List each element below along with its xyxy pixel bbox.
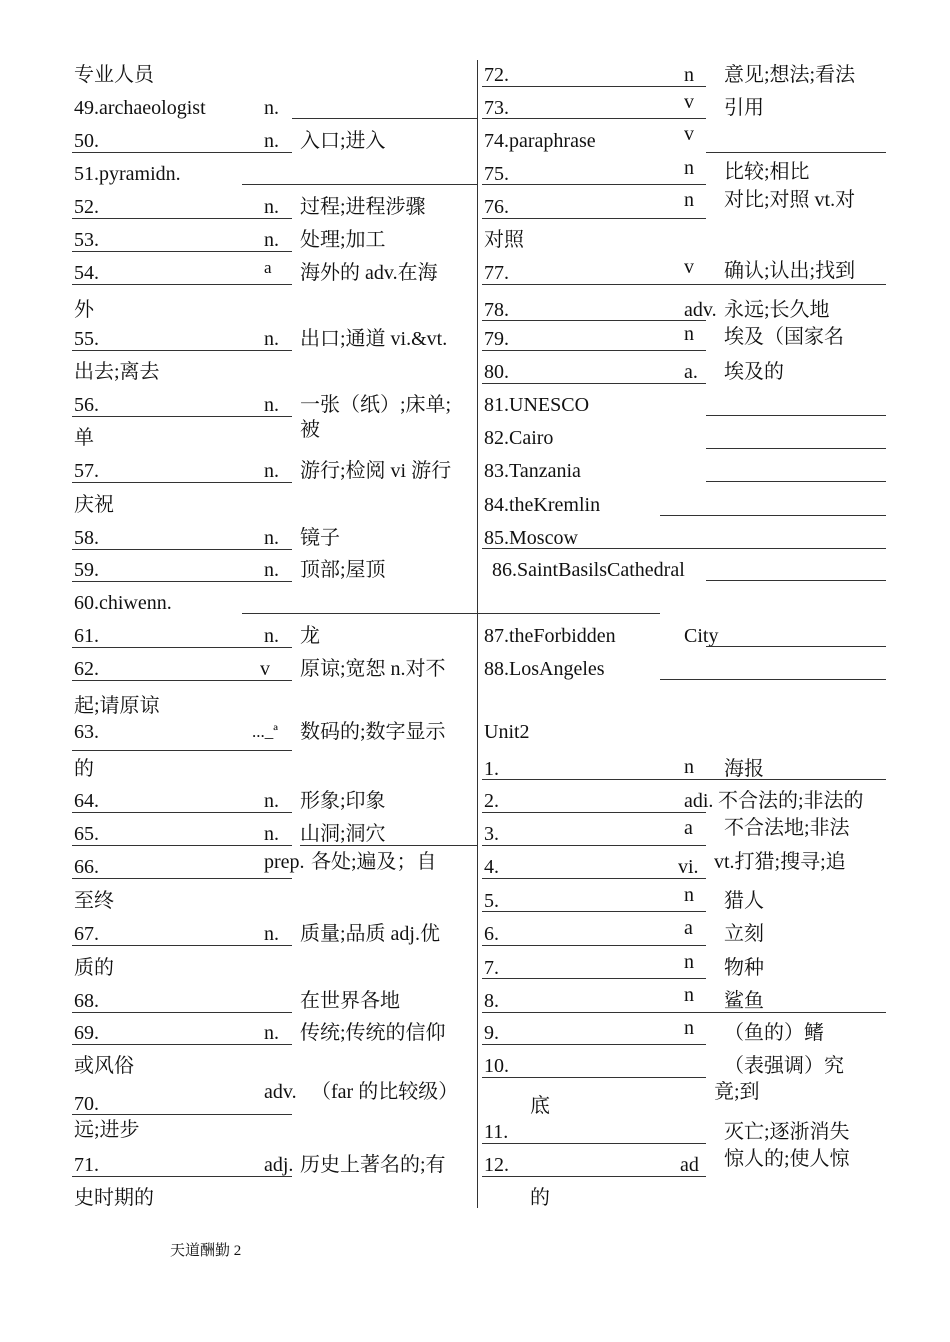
- entry-definition: （表强调）究: [724, 1055, 844, 1077]
- entry-number: 65.: [74, 823, 99, 845]
- entry-definition: 惊人的;使人惊: [724, 1148, 850, 1170]
- entry-text: 专业人员: [74, 64, 154, 86]
- entry-word: 81.UNESCO: [484, 394, 590, 416]
- entry-word: 82.Cairo: [484, 427, 554, 449]
- entry-text: 外: [74, 299, 94, 321]
- entry-pos: n.: [264, 1022, 279, 1044]
- entry-number: 3.: [484, 823, 499, 845]
- answer-blank[interactable]: [72, 647, 292, 648]
- entry-number: 54.: [74, 262, 99, 284]
- entry-pos: n.: [264, 97, 279, 119]
- entry-pos: n.: [264, 625, 279, 647]
- entry-word: 87.theForbidden: [484, 625, 616, 647]
- entry-pos: n: [684, 157, 694, 179]
- entry-number: 56.: [74, 394, 99, 416]
- entry-text: 质的: [74, 957, 114, 979]
- entry-text: 底: [530, 1095, 550, 1117]
- entry-pos: n.: [264, 790, 279, 812]
- entry-word: City: [684, 625, 719, 647]
- answer-blank[interactable]: [482, 86, 706, 87]
- entry-number: 70.: [74, 1093, 99, 1115]
- entry-number: 6.: [484, 923, 499, 945]
- entry-pos: n.: [264, 130, 279, 152]
- answer-blank[interactable]: [482, 320, 706, 321]
- entry-number: 73.: [484, 97, 509, 119]
- entry-pos: v: [684, 123, 694, 145]
- entry-number: 4.: [484, 856, 499, 878]
- answer-blank[interactable]: [72, 1044, 292, 1045]
- entry-pos: a: [264, 258, 272, 277]
- entry-number: 72.: [484, 64, 509, 86]
- entry-definition: 镜子: [300, 527, 340, 549]
- answer-blank[interactable]: [72, 845, 292, 846]
- entry-number: 71.: [74, 1154, 99, 1176]
- answer-blank[interactable]: [72, 945, 292, 946]
- answer-blank[interactable]: [72, 152, 292, 153]
- entry-definition: 猎人: [724, 890, 764, 912]
- answer-blank[interactable]: [660, 515, 886, 516]
- answer-blank[interactable]: [482, 1176, 706, 1177]
- answer-blank[interactable]: [706, 580, 886, 581]
- answer-blank[interactable]: [72, 680, 292, 681]
- entry-word: 84.theKremlin: [484, 494, 601, 516]
- entry-definition: 传统;传统的信仰: [300, 1022, 446, 1044]
- entry-pos: n: [684, 189, 694, 211]
- answer-blank[interactable]: [482, 184, 706, 185]
- entry-definition: 一张（纸）;床单;: [300, 394, 452, 416]
- answer-blank[interactable]: [482, 1143, 706, 1144]
- entry-pos: n.: [264, 527, 279, 549]
- entry-pos: a: [684, 817, 693, 839]
- entry-number: 78.: [484, 299, 509, 321]
- entry-number: 62.: [74, 658, 99, 680]
- entry-text: 远;进步: [74, 1119, 140, 1141]
- answer-blank[interactable]: [242, 184, 478, 185]
- page-footer: 天道酬勤 2: [170, 1243, 242, 1259]
- entry-pos: ..._ª: [252, 722, 278, 741]
- entry-number: 1.: [484, 758, 499, 780]
- entry-definition: 埃及（国家名: [724, 326, 844, 348]
- entry-number: 76.: [484, 196, 509, 218]
- answer-blank[interactable]: [706, 646, 886, 647]
- entry-definition: 确认;认出;找到: [724, 260, 856, 282]
- entry-definition: 各处;遍及；自: [311, 851, 437, 873]
- entry-definition: 埃及的: [724, 361, 784, 383]
- answer-blank[interactable]: [72, 581, 292, 582]
- entry-pos: adj.: [264, 1154, 294, 1176]
- entry-definition: 海外的 adv.在海: [300, 262, 438, 284]
- entry-number: 68.: [74, 990, 99, 1012]
- entry-number: 77.: [484, 262, 509, 284]
- entry-pos: n: [684, 951, 694, 973]
- answer-blank[interactable]: [72, 251, 292, 252]
- answer-blank[interactable]: [242, 613, 660, 614]
- answer-blank[interactable]: [482, 911, 706, 912]
- entry-number: 50.: [74, 130, 99, 152]
- answer-blank[interactable]: [482, 548, 886, 549]
- entry-text: 起;请原谅: [74, 695, 160, 717]
- entry-pos: n.: [264, 196, 279, 218]
- entry-pos: adi.: [684, 790, 714, 812]
- entry-word: 86.SaintBasilsCathedral: [492, 559, 685, 581]
- entry-number: 61.: [74, 625, 99, 647]
- entry-definition: 不合法的;非法的: [718, 790, 864, 812]
- entry-definition: vt.打猎;搜寻;追: [714, 851, 846, 873]
- entry-number: 64.: [74, 790, 99, 812]
- entry-number: 5.: [484, 890, 499, 912]
- entry-definition: 处理;加工: [300, 229, 386, 251]
- entry-number: 79.: [484, 328, 509, 350]
- entry-definition: 比较;相比: [724, 161, 810, 183]
- entry-pos: vi.: [678, 856, 699, 878]
- entry-number: 55.: [74, 328, 99, 350]
- answer-blank[interactable]: [292, 118, 478, 119]
- entry-definition: 物种: [724, 957, 764, 979]
- entry-word: 88.LosAngeles: [484, 658, 605, 680]
- entry-pos: v: [684, 256, 694, 278]
- entry-definition: 灭亡;逐浙消失: [724, 1121, 850, 1143]
- entry-definition: （far 的比较级）: [311, 1081, 459, 1103]
- entry-word: 60.chiwenn.: [74, 592, 172, 614]
- entry-text: 的: [74, 758, 94, 780]
- answer-blank[interactable]: [72, 1012, 292, 1013]
- entry-pos: n.: [264, 460, 279, 482]
- entry-number: 7.: [484, 957, 499, 979]
- entry-text: 史时期的: [74, 1187, 154, 1209]
- answer-blank[interactable]: [482, 350, 706, 351]
- entry-number: 12.: [484, 1154, 509, 1176]
- entry-text: 对照: [484, 229, 524, 251]
- entry-definition: 山洞;洞穴: [300, 823, 386, 845]
- answer-blank[interactable]: [72, 218, 292, 219]
- entry-text: 单: [74, 427, 94, 449]
- entry-pos: n: [684, 64, 694, 86]
- entry-definition: 引用: [724, 97, 764, 119]
- entry-definition: 入口;进入: [300, 130, 386, 152]
- entry-pos: prep.: [264, 851, 305, 873]
- entry-pos: v: [684, 91, 694, 113]
- answer-blank[interactable]: [482, 1012, 706, 1013]
- entry-definition: 立刻: [724, 923, 764, 945]
- entry-pos: a: [684, 917, 693, 939]
- entry-text: 的: [530, 1187, 550, 1209]
- entry-definition: 在世界各地: [300, 990, 400, 1012]
- entry-pos: n.: [264, 823, 279, 845]
- entry-number: 2.: [484, 790, 499, 812]
- answer-blank[interactable]: [706, 481, 886, 482]
- entry-definition: 形象;印象: [300, 790, 386, 812]
- entry-number: 63.: [74, 721, 99, 743]
- entry-pos: a.: [684, 361, 698, 383]
- entry-pos: n: [684, 984, 694, 1006]
- entry-definition: 质量;品质 adj.优: [300, 923, 440, 945]
- entry-pos: n.: [264, 559, 279, 581]
- entry-definition: 对比;对照 vt.对: [724, 189, 856, 211]
- entry-definition: （鱼的）鳍: [724, 1022, 824, 1044]
- answer-blank[interactable]: [660, 679, 886, 680]
- unit-heading: Unit2: [484, 721, 530, 743]
- entry-number: 58.: [74, 527, 99, 549]
- entry-text: 庆祝: [74, 494, 114, 516]
- entry-number: 80.: [484, 361, 509, 383]
- entry-pos: n: [684, 1017, 694, 1039]
- entry-number: 75.: [484, 163, 509, 185]
- entry-pos: n.: [264, 923, 279, 945]
- entry-definition: 竟;到: [714, 1081, 760, 1103]
- answer-blank[interactable]: [706, 448, 886, 449]
- answer-blank[interactable]: [72, 878, 292, 879]
- entry-word: 83.Tanzania: [484, 460, 581, 482]
- answer-blank[interactable]: [72, 812, 292, 813]
- answer-blank[interactable]: [300, 845, 478, 846]
- entry-pos: v: [260, 658, 270, 680]
- answer-blank[interactable]: [482, 812, 706, 813]
- answer-blank[interactable]: [706, 152, 886, 153]
- entry-word: 51.pyramidn.: [74, 163, 181, 185]
- entry-definition: 被: [300, 419, 320, 441]
- entry-text: 至终: [74, 890, 114, 912]
- answer-blank[interactable]: [706, 415, 886, 416]
- entry-word: 85.Moscow: [484, 527, 578, 549]
- answer-blank[interactable]: [72, 416, 292, 417]
- entry-definition: 顶部;屋顶: [300, 559, 386, 581]
- entry-word: 49.archaeologist: [74, 97, 206, 119]
- entry-pos: n.: [264, 229, 279, 251]
- entry-definition: 数码的;数字显示: [300, 721, 446, 743]
- entry-definition: 不合法地;非法: [724, 817, 850, 839]
- entry-word: 74.paraphrase: [484, 130, 596, 152]
- entry-definition: 出口;通道 vi.&vt.: [300, 328, 448, 350]
- entry-number: 9.: [484, 1022, 499, 1044]
- answer-blank[interactable]: [72, 750, 292, 751]
- entry-number: 53.: [74, 229, 99, 251]
- answer-blank[interactable]: [482, 978, 706, 979]
- entry-number: 10.: [484, 1055, 509, 1077]
- answer-blank[interactable]: [482, 1077, 706, 1078]
- entry-definition: 鲨鱼: [724, 990, 764, 1012]
- entry-pos: adv.: [684, 299, 717, 321]
- column-divider: [477, 60, 478, 1208]
- entry-number: 66.: [74, 856, 99, 878]
- entry-definition: 海报: [724, 758, 764, 780]
- answer-blank[interactable]: [706, 1012, 886, 1013]
- answer-blank[interactable]: [72, 284, 292, 285]
- entry-definition: 历史上著名的;有: [300, 1154, 446, 1176]
- entry-pos: n.: [264, 394, 279, 416]
- entry-pos: n.: [264, 328, 279, 350]
- entry-number: 11.: [484, 1121, 509, 1143]
- entry-pos: adv.: [264, 1081, 297, 1103]
- entry-definition: 龙: [300, 625, 320, 647]
- answer-blank[interactable]: [72, 350, 292, 351]
- entry-text: 出去;离去: [74, 361, 160, 383]
- answer-blank[interactable]: [72, 482, 292, 483]
- entry-definition: 永远;长久地: [724, 299, 830, 321]
- answer-blank[interactable]: [482, 284, 886, 285]
- answer-blank[interactable]: [72, 1176, 292, 1177]
- entry-pos: ad: [680, 1154, 699, 1176]
- entry-number: 52.: [74, 196, 99, 218]
- entry-number: 69.: [74, 1022, 99, 1044]
- entry-definition: 过程;进程涉骤: [300, 196, 426, 218]
- entry-definition: 意见;想法;看法: [724, 64, 856, 86]
- answer-blank[interactable]: [482, 878, 706, 879]
- entry-text: 或风俗: [74, 1055, 134, 1077]
- entry-pos: n: [684, 756, 694, 778]
- answer-blank[interactable]: [482, 845, 706, 846]
- answer-blank[interactable]: [482, 1044, 706, 1045]
- answer-blank[interactable]: [482, 945, 706, 946]
- entry-number: 59.: [74, 559, 99, 581]
- entry-pos: n: [684, 323, 694, 345]
- answer-blank[interactable]: [482, 383, 706, 384]
- answer-blank[interactable]: [482, 779, 886, 780]
- entry-number: 57.: [74, 460, 99, 482]
- answer-blank[interactable]: [72, 1114, 292, 1115]
- answer-blank[interactable]: [482, 218, 706, 219]
- entry-number: 8.: [484, 990, 499, 1012]
- answer-blank[interactable]: [72, 549, 292, 550]
- answer-blank[interactable]: [482, 118, 706, 119]
- entry-number: 67.: [74, 923, 99, 945]
- entry-pos: n: [684, 884, 694, 906]
- entry-definition: 游行;检阅 vi 游行: [300, 460, 452, 482]
- entry-definition: 原谅;宽恕 n.对不: [300, 658, 446, 680]
